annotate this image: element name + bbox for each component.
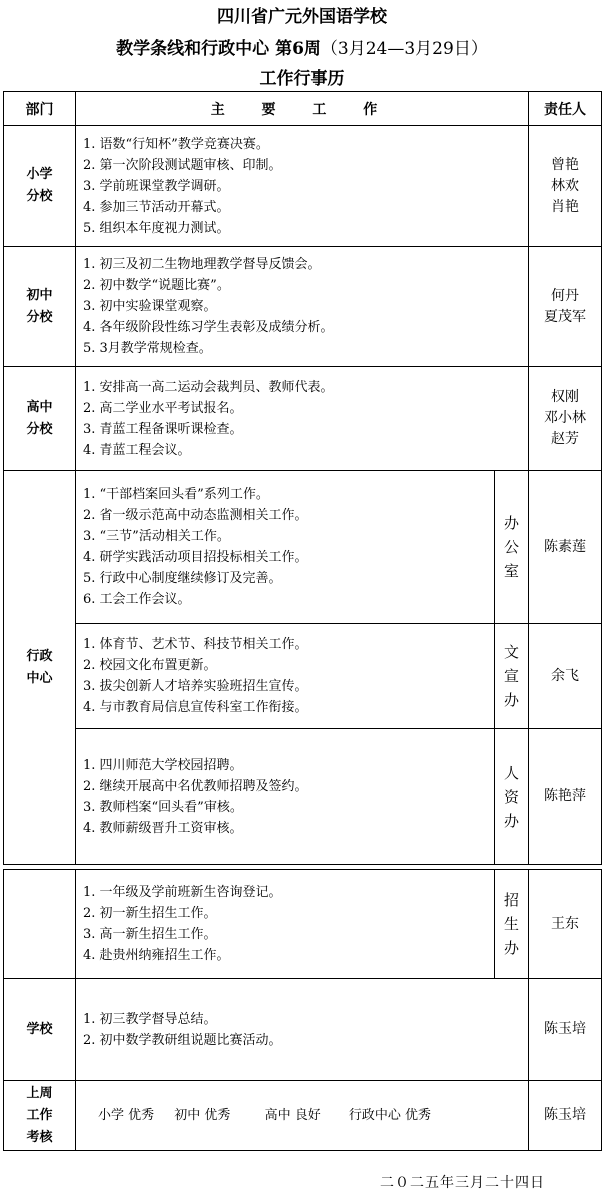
row-senior (4, 367, 602, 471)
schedule-table (3, 91, 602, 1151)
work-item: 3. 高一新生招生工作。 (83, 927, 217, 942)
row-admin-hr (4, 729, 602, 865)
assessment-results (76, 1081, 529, 1151)
subdept-char: 公 (503, 538, 519, 556)
assessment-result: 初中 优秀 (174, 1108, 231, 1123)
person-hr: 陈艳萍 (529, 729, 602, 865)
work-item: 1. 一年级及学前班新生咨询登记。 (83, 885, 282, 900)
subdept-publicity (495, 624, 529, 729)
person-name: 权刚 (551, 389, 579, 405)
dept-label: 考核 (26, 1129, 53, 1145)
dept-label: 行政 (26, 648, 53, 664)
person-name: 何丹 (551, 287, 579, 304)
work-item: 6. 工会工作会议。 (83, 592, 191, 607)
work-item: 2. 校园文化布置更新。 (83, 658, 217, 673)
person-office: 陈素莲 (529, 471, 602, 624)
subdept-admissions (495, 870, 529, 979)
work-item: 4. 各年级阶段性练习学生表彰及成绩分析。 (83, 320, 334, 335)
work-item: 3. “三节”活动相关工作。 (83, 529, 230, 544)
subdept-char: 宣 (503, 667, 519, 685)
dept-admissions (4, 870, 76, 979)
row-assessment (4, 1081, 602, 1151)
header-person: 责任人 (529, 92, 602, 126)
dept-label: 工作 (26, 1107, 53, 1123)
work-junior (76, 247, 529, 367)
work-item: 5. 3月教学常规检查。 (83, 341, 212, 356)
person-name: 林欢 (551, 177, 579, 194)
person-name: 赵芳 (551, 431, 579, 447)
subdept-char: 生 (503, 915, 519, 933)
work-item: 3. 学前班课堂教学调研。 (83, 178, 230, 194)
dept-label: 小学 (26, 167, 53, 182)
dept-admin (4, 471, 76, 865)
table-header-row (4, 92, 602, 126)
person-name: 夏茂军 (544, 308, 586, 325)
dept-label: 分校 (26, 421, 53, 437)
subdept-char: 办 (503, 811, 519, 830)
subtitle-date-range: （3月24—3月29日） (320, 39, 488, 59)
person-publicity: 余飞 (529, 624, 602, 729)
subdept-char: 招 (503, 891, 519, 909)
work-primary (76, 126, 529, 247)
work-admin-publicity (76, 624, 495, 729)
person-school: 陈玉培 (529, 979, 602, 1081)
dept-label: 初中 (26, 287, 53, 303)
work-admin-hr (76, 729, 495, 865)
person-name: 曾艳 (551, 156, 579, 173)
dept-label: 高中 (26, 399, 53, 415)
document-date: 二０二五年三月二十四日 (380, 1175, 545, 1191)
person-senior (529, 367, 602, 471)
document-title: 工作行事历 (259, 69, 345, 89)
subdept-char: 人 (503, 763, 519, 782)
work-item: 3. 初中实验课堂观察。 (83, 299, 217, 314)
work-item: 2. 初中数学“说题比赛”。 (83, 278, 230, 293)
dept-label: 上周 (26, 1085, 53, 1101)
work-item: 1. 初三教学督导总结。 (83, 1011, 217, 1027)
work-school (76, 979, 529, 1081)
work-item: 2. 省一级示范高中动态监测相关工作。 (83, 508, 308, 523)
person-assessment: 陈玉培 (529, 1081, 602, 1151)
work-item: 1. 初三及初二生物地理教学督导反馈会。 (83, 257, 321, 272)
dept-label: 分校 (26, 309, 53, 325)
work-item: 2. 高二学业水平考试报名。 (83, 400, 243, 416)
work-item: 2. 初中数学教研组说题比赛活动。 (83, 1032, 282, 1048)
row-junior (4, 247, 602, 367)
assessment-result: 高中 良好 (264, 1108, 321, 1123)
work-admin-office (76, 471, 495, 624)
work-item: 2. 初一新生招生工作。 (83, 906, 217, 921)
subdept-office (495, 471, 529, 624)
work-item: 1. 安排高一高二运动会裁判员、教师代表。 (83, 379, 334, 395)
work-item: 4. 教师薪级晋升工资审核。 (83, 820, 243, 836)
dept-primary (4, 126, 76, 247)
assessment-result: 小学 优秀 (98, 1108, 155, 1123)
work-item: 3. 青蓝工程备课听课检查。 (83, 421, 243, 437)
work-senior (76, 367, 529, 471)
work-item: 1. 四川师范大学校园招聘。 (83, 757, 243, 773)
dept-assessment (4, 1081, 76, 1151)
work-item: 5. 组织本年度视力测试。 (83, 220, 230, 236)
work-item: 4. 研学实践活动项目招投标相关工作。 (83, 550, 308, 565)
header-work: 主 要 工 作 (76, 92, 529, 126)
subdept-char: 办 (503, 939, 519, 957)
person-name: 邓小林 (544, 410, 586, 426)
subdept-char: 资 (503, 787, 519, 806)
dept-junior (4, 247, 76, 367)
work-item: 5. 行政中心制度继续修订及完善。 (83, 571, 282, 586)
schedule-subtitle (0, 34, 604, 59)
row-admin-publicity (4, 624, 602, 729)
row-admin-office (4, 471, 602, 624)
work-admin-admissions (76, 870, 495, 979)
work-item: 1. 语数“行知杯”教学竞赛决赛。 (83, 136, 269, 152)
work-item: 2. 第一次阶段测试题审核、印制。 (83, 157, 282, 173)
person-admissions: 王东 (529, 870, 602, 979)
row-school (4, 979, 602, 1081)
work-item: 1. “干部档案回头看”系列工作。 (83, 487, 269, 502)
person-name: 肖艳 (551, 198, 579, 215)
person-primary (529, 126, 602, 247)
work-item: 2. 继续开展高中名优教师招聘及签约。 (83, 778, 308, 794)
dept-label: 中心 (26, 670, 53, 686)
school-name: 四川省广元外国语学校 (217, 7, 387, 27)
work-item: 4. 青蓝工程会议。 (83, 442, 191, 458)
row-admin-admissions (4, 870, 602, 979)
work-item: 3. 拔尖创新人才培养实验班招生宣传。 (83, 679, 308, 694)
subdept-char: 办 (503, 514, 519, 532)
dept-label: 分校 (26, 189, 53, 204)
work-item: 3. 教师档案“回头看”审核。 (83, 799, 243, 815)
work-item: 4. 参加三节活动开幕式。 (83, 199, 230, 215)
person-junior (529, 247, 602, 367)
row-primary (4, 126, 602, 247)
subdept-hr (495, 729, 529, 865)
header-dept: 部门 (4, 92, 76, 126)
dept-senior (4, 367, 76, 471)
work-item: 4. 赴贵州纳雍招生工作。 (83, 948, 230, 963)
dept-school: 学校 (4, 979, 76, 1081)
assessment-result: 行政中心 优秀 (348, 1108, 431, 1123)
subdept-char: 办 (503, 691, 519, 709)
subtitle-main: 教学条线和行政中心 第6周 (116, 39, 321, 59)
subdept-char: 室 (503, 562, 519, 580)
work-item: 4. 与市教育局信息宣传科室工作衔接。 (83, 700, 308, 715)
subdept-char: 文 (503, 643, 519, 661)
work-item: 1. 体育节、艺术节、科技节相关工作。 (83, 637, 308, 652)
